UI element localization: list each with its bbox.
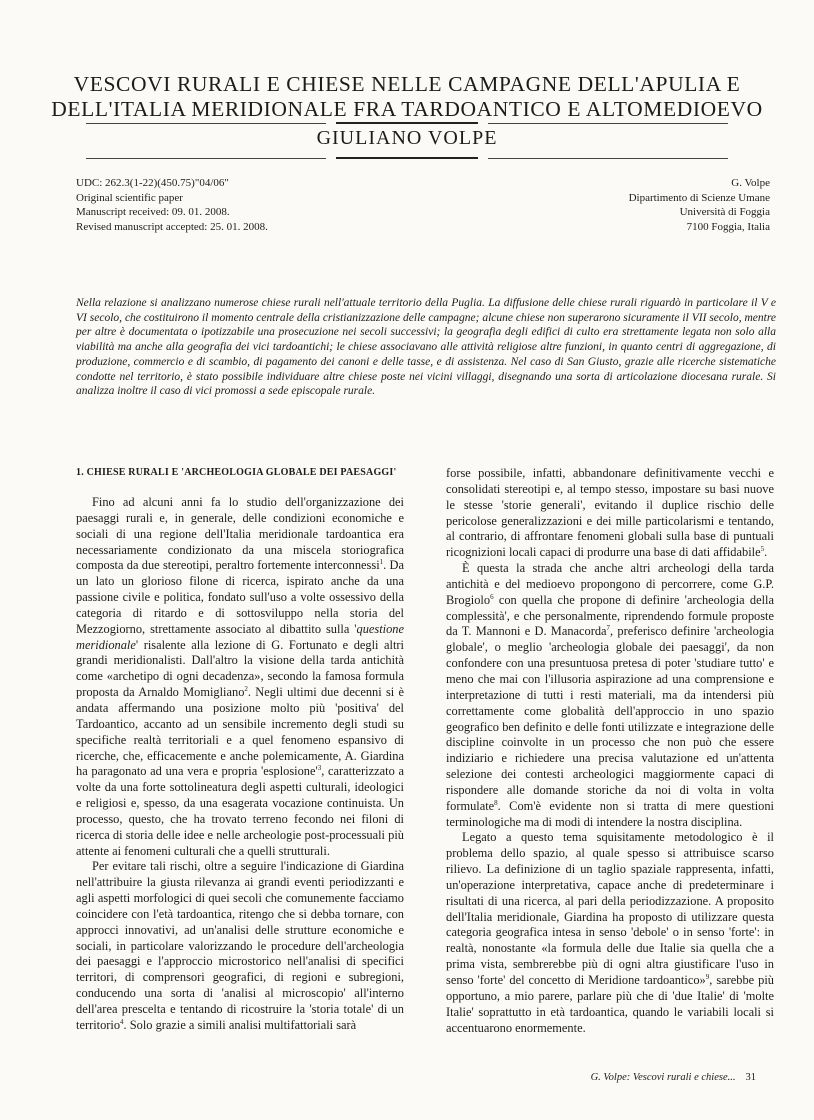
paragraph: Per evitare tali rischi, oltre a seguire l'indicazione di Giardina nell'attribuire la giusta rilevanza ai grandi eventi periodizzanti e agli aspetti morfologici di quei secoli che comunemente facciamo coincidere con l'età tardoantica, ritengo che si debba tornare, con approcci innovativi, ad un'analisi delle strutture economiche e sociali, in particolare valorizzando le procedure dell'archeologia dei paesaggi e l'approccio microstorico nell'analisi di specifici territori, di comprensori geografici, di regioni e subregioni, conducendo una sorta di 'analisi al microscopio' all'interno dell'area prescelta e tentando di ricostruire la 'storia totale' di un territorio$^4$. Solo grazie a simili analisi multifattoriali sarà [76,859,404,1032]
body-column-right [446,466,774,1036]
title-line-1: VESCOVI RURALI E CHIESE NELLE CAMPAGNE DELL'APULIA E [73,72,741,96]
paper-type: Original scientific paper [76,191,183,204]
footnote-ref[interactable]: 5 [760,545,765,554]
author-affiliation [440,176,770,234]
title-rule-right [488,123,728,124]
article-title [40,72,774,122]
affiliation-university: Università di Foggia [679,206,770,218]
footnote-ref[interactable]: 3 [317,764,322,773]
udc-code: UDC: 262.3(1-22)(450.75)"04/06" [76,177,229,189]
paragraph: È questa la strada che anche altri archeologi della tarda antichità e del medioevo propongono di percorrere, come G.P. Brogiolo$^6$ con quella che propone di definire 'archeologia della complessità', e che personalmente, riprendendo formule proposte da T. Mannoni e D. Manacorda$^7$, preferisco definire 'archeologia globale', o meglio 'archeologia globale dei paesaggi', da non confondere con una presuntuosa pretesa di poter 'studiare tutto' e meno che mai con l'illusoria aspirazione ad una comprensione e interpretazione di tutti i resti materiali, ma da intendersi più correttamente come globalità dell'approccio in uno spazio geografico ben definito e delle fonti utilizzate e integrazione delle discipline coinvolte in un processo che non può che essere indiziario e richiedere una precisa valutazione ed un'attenta selezione dei contesti archeologici maggiormente capaci di rispondere alle domande storiche da noi di volta in volta formulate$^8$. Com'è evidente non si tratta di mere questioni terminologiche ma di modi di intendere la nostra disciplina. [446,561,774,829]
body-column-left [76,466,404,1034]
title-line-2: DELL'ITALIA MERIDIONALE FRA TARDOANTICO E ALTOMEDIOEVO [51,97,763,121]
footnote-ref[interactable]: 4 [120,1017,124,1026]
article-metadata [76,176,406,234]
author-rule-center [336,157,478,159]
footnote-ref[interactable]: 1 [379,558,384,567]
footnote-ref[interactable]: 2 [244,685,248,693]
title-rule-left [86,123,326,124]
footnote-ref[interactable]: 6 [490,592,494,601]
accepted-date: Revised manuscript accepted: 25. 01. 2008. [76,220,268,233]
abstract: Nella relazione si analizzano numerose chiese rurali nell'attuale territorio della Puglia. La diffusione delle chiese rurali riguardò in particolare il V e VI secolo, che costituirono il momento centrale della cristianizzazione delle campagne; alcune chiese non superarono sicuramente il VII secolo, mentre per altre è documentata o ipotizzabile una prosecuzione nei secoli successivi; la geografia degli edifici di culto era strettamente legata non solo alla viabilità ma anche alla geografia dei vici tardoantichi; le chiese associavano alle attività religiose altre funzioni, in quanto centri di aggregazione, di produzione, commercio e di scambio, di pagamento dei canoni e delle tasse, e di assistenza. Nel caso di San Giusto, grazie alle ricerche sistematiche condotte nel territorio, è stato possibile individuare altre chiese poste nei vicini villaggi, disegnando una sorta di articolazione diocesana rurale. Si analizza inoltre il caso di vici promossi a sede episcopale rurale. [76,297,776,398]
page-footer [591,1072,756,1083]
paragraph: Legato a questo tema squisitamente metodologico è il problema dello spazio, al quale spesso si attribuisce scarso rilievo. La definizione di un taglio spaziale rappresenta, infatti, un'operazione interpretativa, capace anche di predeterminare i risultati di una ricerca, al pari della periodizzazione. A proposito dell'Italia meridionale, Giardina ha proposto di utilizzare questa categoria geografica intesa in senso 'debole' o in senso 'forte': in realtà, nonostante «la formula delle due Italie sia quella che a prima vista, sembrerebbe più di ogni altra giustificare l'uso in senso 'forte' del concetto di Meridione tardoantico»$^9$, sarebbe più opportuno, a mio parere, parlare più che di 'due Italie' di 'molte Italie' soprattutto in età tardoantica, quando le variabili locali si accentuarono enormemente. [446,830,774,1035]
paragraph: Fino ad alcuni anni fa lo studio dell'organizzazione dei paesaggi rurali e, in generale, delle condizioni economiche e sociali di una regione dell'Italia meridionale tardoantica era necessariamente condizionato da una miscela storiografica composta da due stereotipi, peraltro fortemente interconnessi$^1$. Da un lato un glorioso filone di ricerca, ispirato anche da una passione civile e politica, fondato sull'uso a volte ossessivo della categoria di ritardo e di sottosviluppo nella storia del Mezzogiorno, strettamente associato al dibattito sulla 'questione meridionale' risalente alla lezione di G. Fortunato e degli altri grandi meridionalisti. Dall'altro la visione della tarda antichità come «archetipo di ogni decadenza», secondo la famosa formula proposta da Arnaldo Momigliano$^2$. Negli ultimi due decenni si è andata affermando una posizione molto più 'positiva' del Tardoantico, accanto ad un sensibile incremento degli studi su specifiche realtà territoriali e a quel fenomeno espansivo di ricerche, che, efficacemente e anche polemicamente, A. Giardina ha paragonato ad una vera e propria '$esplosione'^3$, caratterizzato a volte da una forte sottolineatura degli aspetti culturali, ideologici e religiosi e, spesso, da una esagerata vocazione continuista. Un processo, questo, che ha trovato terreno fecondo nei filoni di ricerca di storia delle idee e nelle archeologie post-processuali più attente ai fenomeni culturali che a quelli strutturali. [76,495,405,858]
author-rule-right [488,158,728,159]
title-rule-center [336,122,478,124]
section-heading: 1. CHIESE RURALI E 'ARCHEOLOGIA GLOBALE DEI PAESAGGI' [76,467,397,478]
footnote-ref[interactable]: 8 [494,798,498,807]
running-head: G. Volpe: Vescovi rurali e chiese... [590,1072,736,1083]
page-number: 31 [745,1072,756,1083]
affiliation-name: G. Volpe [731,177,770,189]
affiliation-city: 7100 Foggia, Italia [686,220,770,233]
affiliation-department: Dipartimento di Scienze Umane [628,191,770,204]
paragraph: forse possibile, infatti, abbandonare definitivamente vecchi e consolidati stereotipi e, al tempo stesso, impostare su basi nuove le stesse 'storie generali', evitando il duplice rischio delle pericolose generalizzazioni e dei mille particolarismi e tentando, al contrario, di affrontare fenomeni globali sulla base di puntuali ricognizioni locali capaci di produrre una base di dati affidabile$^5$. [446,466,774,560]
author-rule-left [86,158,326,159]
author-name: GIULIANO VOLPE [316,127,498,149]
received-date: Manuscript received: 09. 01. 2008. [76,206,230,218]
footnote-ref[interactable]: 7 [606,624,611,633]
footnote-ref[interactable]: 9 [705,972,710,981]
